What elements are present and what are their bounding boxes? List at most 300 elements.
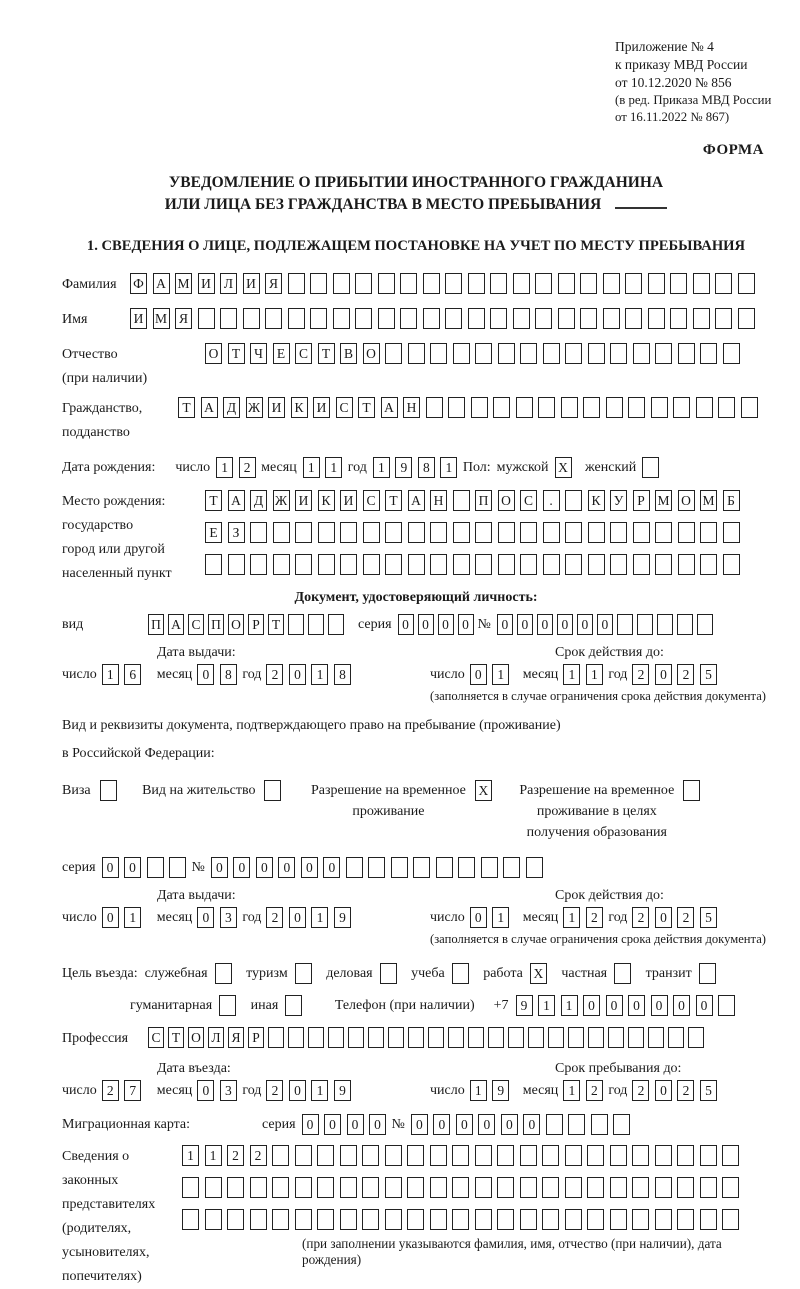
- char-cell[interactable]: 2: [677, 1080, 694, 1101]
- char-cell[interactable]: [272, 1177, 289, 1198]
- char-cell[interactable]: [363, 522, 380, 543]
- char-cell[interactable]: [385, 522, 402, 543]
- char-cell[interactable]: И: [313, 397, 330, 418]
- char-cell[interactable]: [588, 343, 605, 364]
- char-cell[interactable]: [215, 963, 232, 984]
- char-cell[interactable]: М: [700, 490, 717, 511]
- char-cell[interactable]: О: [678, 490, 695, 511]
- char-cell[interactable]: [308, 614, 324, 635]
- char-cell[interactable]: 0: [369, 1114, 386, 1135]
- char-cell[interactable]: 0: [233, 857, 250, 878]
- char-cell[interactable]: [655, 1177, 672, 1198]
- char-cell[interactable]: 9: [334, 1080, 351, 1101]
- char-cell[interactable]: [295, 1177, 312, 1198]
- char-cell[interactable]: 9: [492, 1080, 509, 1101]
- char-cell[interactable]: Р: [248, 1027, 264, 1048]
- char-cell[interactable]: И: [198, 273, 215, 294]
- char-cell[interactable]: [355, 308, 372, 329]
- char-cell[interactable]: 0: [583, 995, 600, 1016]
- char-cell[interactable]: 0: [557, 614, 573, 635]
- char-cell[interactable]: 0: [597, 614, 613, 635]
- char-cell[interactable]: [268, 1027, 284, 1048]
- char-cell[interactable]: [348, 1027, 364, 1048]
- char-cell[interactable]: М: [655, 490, 672, 511]
- char-cell[interactable]: [603, 308, 620, 329]
- char-cell[interactable]: 0: [256, 857, 273, 878]
- char-cell[interactable]: [400, 273, 417, 294]
- char-cell[interactable]: [538, 397, 555, 418]
- char-cell[interactable]: 0: [197, 664, 214, 685]
- char-cell[interactable]: [677, 1209, 694, 1230]
- char-cell[interactable]: И: [130, 308, 147, 329]
- char-cell[interactable]: Н: [403, 397, 420, 418]
- char-cell[interactable]: 1: [102, 664, 119, 685]
- char-cell[interactable]: Т: [358, 397, 375, 418]
- char-cell[interactable]: 0: [323, 857, 340, 878]
- char-cell[interactable]: [520, 343, 537, 364]
- char-cell[interactable]: [250, 1177, 267, 1198]
- char-cell[interactable]: 5: [700, 664, 717, 685]
- char-cell[interactable]: С: [148, 1027, 164, 1048]
- char-cell[interactable]: [610, 1209, 627, 1230]
- char-cell[interactable]: Л: [220, 273, 237, 294]
- char-cell[interactable]: [475, 343, 492, 364]
- char-cell[interactable]: [295, 963, 312, 984]
- char-cell[interactable]: [340, 522, 357, 543]
- char-cell[interactable]: [380, 963, 397, 984]
- char-cell[interactable]: [452, 963, 469, 984]
- char-cell[interactable]: 1: [182, 1145, 199, 1166]
- char-cell[interactable]: [198, 308, 215, 329]
- char-cell[interactable]: [648, 1027, 664, 1048]
- char-cell[interactable]: [625, 273, 642, 294]
- char-cell[interactable]: [295, 554, 312, 575]
- char-cell[interactable]: Е: [273, 343, 290, 364]
- char-cell[interactable]: [738, 273, 755, 294]
- char-cell[interactable]: [718, 397, 735, 418]
- char-cell[interactable]: [452, 1177, 469, 1198]
- char-cell[interactable]: [243, 308, 260, 329]
- char-cell[interactable]: [700, 1209, 717, 1230]
- char-cell[interactable]: 0: [470, 907, 487, 928]
- char-cell[interactable]: [568, 1114, 585, 1135]
- char-cell[interactable]: [250, 522, 267, 543]
- char-cell[interactable]: 1: [124, 907, 141, 928]
- char-cell[interactable]: Т: [228, 343, 245, 364]
- char-cell[interactable]: [490, 273, 507, 294]
- char-cell[interactable]: [632, 1177, 649, 1198]
- char-cell[interactable]: 9: [395, 457, 412, 478]
- char-cell[interactable]: [468, 1027, 484, 1048]
- char-cell[interactable]: [610, 522, 627, 543]
- char-cell[interactable]: [508, 1027, 524, 1048]
- char-cell[interactable]: [696, 397, 713, 418]
- char-cell[interactable]: [561, 397, 578, 418]
- char-cell[interactable]: [362, 1209, 379, 1230]
- char-cell[interactable]: [498, 522, 515, 543]
- char-cell[interactable]: С: [188, 614, 204, 635]
- char-cell[interactable]: [490, 308, 507, 329]
- char-cell[interactable]: 0: [478, 1114, 495, 1135]
- char-cell[interactable]: [378, 273, 395, 294]
- char-cell[interactable]: [613, 1114, 630, 1135]
- char-cell[interactable]: [722, 1177, 739, 1198]
- char-cell[interactable]: 0: [497, 614, 513, 635]
- char-cell[interactable]: 0: [655, 664, 672, 685]
- char-cell[interactable]: А: [201, 397, 218, 418]
- char-cell[interactable]: [452, 1209, 469, 1230]
- char-cell[interactable]: [565, 554, 582, 575]
- char-cell[interactable]: 0: [470, 664, 487, 685]
- char-cell[interactable]: [700, 343, 717, 364]
- char-cell[interactable]: [227, 1209, 244, 1230]
- char-cell[interactable]: [317, 1209, 334, 1230]
- char-cell[interactable]: [308, 1027, 324, 1048]
- char-cell[interactable]: Л: [208, 1027, 224, 1048]
- char-cell[interactable]: 1: [492, 664, 509, 685]
- char-cell[interactable]: [558, 308, 575, 329]
- char-cell[interactable]: [250, 554, 267, 575]
- char-cell[interactable]: [310, 273, 327, 294]
- char-cell[interactable]: [488, 1027, 504, 1048]
- char-cell[interactable]: [606, 397, 623, 418]
- char-cell[interactable]: [471, 397, 488, 418]
- char-cell[interactable]: 1: [561, 995, 578, 1016]
- char-cell[interactable]: 0: [501, 1114, 518, 1135]
- char-cell[interactable]: 8: [220, 664, 237, 685]
- char-cell[interactable]: [633, 522, 650, 543]
- char-cell[interactable]: 0: [289, 907, 306, 928]
- char-cell[interactable]: [723, 522, 740, 543]
- char-cell[interactable]: [288, 614, 304, 635]
- char-cell[interactable]: [288, 308, 305, 329]
- char-cell[interactable]: 2: [250, 1145, 267, 1166]
- char-cell[interactable]: Ж: [246, 397, 263, 418]
- char-cell[interactable]: Б: [723, 490, 740, 511]
- char-cell[interactable]: 2: [632, 664, 649, 685]
- char-cell[interactable]: X: [530, 963, 547, 984]
- char-cell[interactable]: [448, 397, 465, 418]
- char-cell[interactable]: 0: [655, 1080, 672, 1101]
- char-cell[interactable]: [588, 554, 605, 575]
- char-cell[interactable]: [603, 273, 620, 294]
- char-cell[interactable]: [333, 308, 350, 329]
- char-cell[interactable]: [715, 273, 732, 294]
- char-cell[interactable]: 0: [289, 664, 306, 685]
- char-cell[interactable]: 0: [696, 995, 713, 1016]
- char-cell[interactable]: [498, 343, 515, 364]
- char-cell[interactable]: [526, 857, 543, 878]
- char-cell[interactable]: [558, 273, 575, 294]
- char-cell[interactable]: А: [153, 273, 170, 294]
- char-cell[interactable]: [265, 308, 282, 329]
- char-cell[interactable]: [498, 554, 515, 575]
- char-cell[interactable]: 1: [563, 907, 580, 928]
- char-cell[interactable]: 0: [458, 614, 474, 635]
- char-cell[interactable]: [535, 273, 552, 294]
- char-cell[interactable]: 0: [324, 1114, 341, 1135]
- char-cell[interactable]: 0: [197, 1080, 214, 1101]
- char-cell[interactable]: [468, 308, 485, 329]
- char-cell[interactable]: [346, 857, 363, 878]
- char-cell[interactable]: [423, 273, 440, 294]
- char-cell[interactable]: [617, 614, 633, 635]
- char-cell[interactable]: [318, 522, 335, 543]
- char-cell[interactable]: К: [291, 397, 308, 418]
- char-cell[interactable]: [565, 1177, 582, 1198]
- char-cell[interactable]: О: [205, 343, 222, 364]
- char-cell[interactable]: [497, 1177, 514, 1198]
- char-cell[interactable]: 1: [373, 457, 390, 478]
- char-cell[interactable]: [677, 1177, 694, 1198]
- char-cell[interactable]: С: [363, 490, 380, 511]
- char-cell[interactable]: [317, 1177, 334, 1198]
- char-cell[interactable]: [340, 1177, 357, 1198]
- char-cell[interactable]: [520, 554, 537, 575]
- char-cell[interactable]: [513, 308, 530, 329]
- char-cell[interactable]: [520, 1177, 537, 1198]
- char-cell[interactable]: [408, 343, 425, 364]
- char-cell[interactable]: 5: [700, 1080, 717, 1101]
- char-cell[interactable]: [718, 995, 735, 1016]
- char-cell[interactable]: [408, 554, 425, 575]
- char-cell[interactable]: [445, 273, 462, 294]
- char-cell[interactable]: И: [243, 273, 260, 294]
- char-cell[interactable]: [430, 554, 447, 575]
- char-cell[interactable]: 1: [325, 457, 342, 478]
- char-cell[interactable]: Ч: [250, 343, 267, 364]
- char-cell[interactable]: 0: [456, 1114, 473, 1135]
- char-cell[interactable]: [205, 1177, 222, 1198]
- char-cell[interactable]: 2: [677, 907, 694, 928]
- char-cell[interactable]: 2: [677, 664, 694, 685]
- char-cell[interactable]: [340, 554, 357, 575]
- char-cell[interactable]: 0: [523, 1114, 540, 1135]
- char-cell[interactable]: [288, 273, 305, 294]
- char-cell[interactable]: Т: [205, 490, 222, 511]
- char-cell[interactable]: [655, 554, 672, 575]
- char-cell[interactable]: [637, 614, 653, 635]
- char-cell[interactable]: [568, 1027, 584, 1048]
- char-cell[interactable]: 2: [266, 907, 283, 928]
- char-cell[interactable]: [678, 554, 695, 575]
- char-cell[interactable]: А: [408, 490, 425, 511]
- char-cell[interactable]: О: [363, 343, 380, 364]
- char-cell[interactable]: [423, 308, 440, 329]
- char-cell[interactable]: [475, 1177, 492, 1198]
- char-cell[interactable]: [295, 522, 312, 543]
- char-cell[interactable]: [693, 308, 710, 329]
- char-cell[interactable]: И: [295, 490, 312, 511]
- char-cell[interactable]: О: [228, 614, 244, 635]
- char-cell[interactable]: [318, 554, 335, 575]
- char-cell[interactable]: [516, 397, 533, 418]
- char-cell[interactable]: [738, 308, 755, 329]
- char-cell[interactable]: Т: [168, 1027, 184, 1048]
- char-cell[interactable]: [648, 308, 665, 329]
- char-cell[interactable]: О: [188, 1027, 204, 1048]
- char-cell[interactable]: [458, 857, 475, 878]
- char-cell[interactable]: 0: [347, 1114, 364, 1135]
- char-cell[interactable]: [657, 614, 673, 635]
- char-cell[interactable]: Н: [430, 490, 447, 511]
- char-cell[interactable]: 0: [418, 614, 434, 635]
- char-cell[interactable]: [565, 1209, 582, 1230]
- char-cell[interactable]: 0: [651, 995, 668, 1016]
- char-cell[interactable]: [220, 308, 237, 329]
- char-cell[interactable]: 0: [673, 995, 690, 1016]
- char-cell[interactable]: П: [148, 614, 164, 635]
- char-cell[interactable]: [453, 490, 470, 511]
- char-cell[interactable]: [608, 1027, 624, 1048]
- char-cell[interactable]: [475, 554, 492, 575]
- char-cell[interactable]: 1: [216, 457, 233, 478]
- char-cell[interactable]: [219, 995, 236, 1016]
- char-cell[interactable]: Р: [633, 490, 650, 511]
- char-cell[interactable]: 0: [438, 614, 454, 635]
- char-cell[interactable]: [677, 614, 693, 635]
- char-cell[interactable]: [250, 1209, 267, 1230]
- char-cell[interactable]: [610, 1177, 627, 1198]
- char-cell[interactable]: [591, 1114, 608, 1135]
- char-cell[interactable]: 7: [124, 1080, 141, 1101]
- char-cell[interactable]: [565, 343, 582, 364]
- char-cell[interactable]: 2: [102, 1080, 119, 1101]
- char-cell[interactable]: Д: [250, 490, 267, 511]
- char-cell[interactable]: 9: [516, 995, 533, 1016]
- char-cell[interactable]: [328, 614, 344, 635]
- char-cell[interactable]: [700, 522, 717, 543]
- char-cell[interactable]: 0: [577, 614, 593, 635]
- char-cell[interactable]: 5: [700, 907, 717, 928]
- char-cell[interactable]: [205, 1209, 222, 1230]
- char-cell[interactable]: [683, 780, 700, 801]
- char-cell[interactable]: 0: [278, 857, 295, 878]
- char-cell[interactable]: [700, 554, 717, 575]
- char-cell[interactable]: [385, 1209, 402, 1230]
- char-cell[interactable]: [580, 273, 597, 294]
- char-cell[interactable]: [272, 1209, 289, 1230]
- char-cell[interactable]: [699, 963, 716, 984]
- char-cell[interactable]: [535, 308, 552, 329]
- char-cell[interactable]: [378, 308, 395, 329]
- char-cell[interactable]: 0: [433, 1114, 450, 1135]
- char-cell[interactable]: 1: [311, 907, 328, 928]
- char-cell[interactable]: [580, 308, 597, 329]
- char-cell[interactable]: 2: [227, 1145, 244, 1166]
- char-cell[interactable]: [385, 343, 402, 364]
- char-cell[interactable]: [430, 522, 447, 543]
- char-cell[interactable]: [503, 857, 520, 878]
- char-cell[interactable]: [368, 1027, 384, 1048]
- char-cell[interactable]: К: [588, 490, 605, 511]
- char-cell[interactable]: 0: [124, 857, 141, 878]
- char-cell[interactable]: [368, 857, 385, 878]
- char-cell[interactable]: [543, 554, 560, 575]
- char-cell[interactable]: [723, 554, 740, 575]
- char-cell[interactable]: 1: [563, 664, 580, 685]
- char-cell[interactable]: М: [175, 273, 192, 294]
- char-cell[interactable]: М: [153, 308, 170, 329]
- char-cell[interactable]: А: [381, 397, 398, 418]
- char-cell[interactable]: [693, 273, 710, 294]
- char-cell[interactable]: X: [555, 457, 572, 478]
- char-cell[interactable]: 3: [220, 1080, 237, 1101]
- char-cell[interactable]: [651, 397, 668, 418]
- char-cell[interactable]: [408, 1027, 424, 1048]
- char-cell[interactable]: [673, 397, 690, 418]
- char-cell[interactable]: [587, 1177, 604, 1198]
- char-cell[interactable]: [697, 614, 713, 635]
- char-cell[interactable]: 3: [220, 907, 237, 928]
- char-cell[interactable]: [205, 554, 222, 575]
- char-cell[interactable]: 0: [606, 995, 623, 1016]
- char-cell[interactable]: [668, 1027, 684, 1048]
- char-cell[interactable]: [633, 554, 650, 575]
- char-cell[interactable]: 1: [311, 664, 328, 685]
- char-cell[interactable]: 0: [398, 614, 414, 635]
- char-cell[interactable]: [655, 522, 672, 543]
- char-cell[interactable]: А: [168, 614, 184, 635]
- char-cell[interactable]: [385, 554, 402, 575]
- char-cell[interactable]: К: [318, 490, 335, 511]
- char-cell[interactable]: Т: [268, 614, 284, 635]
- char-cell[interactable]: 2: [632, 1080, 649, 1101]
- char-cell[interactable]: [448, 1027, 464, 1048]
- char-cell[interactable]: [678, 522, 695, 543]
- char-cell[interactable]: [430, 1209, 447, 1230]
- char-cell[interactable]: 0: [102, 857, 119, 878]
- char-cell[interactable]: Е: [205, 522, 222, 543]
- char-cell[interactable]: 0: [537, 614, 553, 635]
- char-cell[interactable]: П: [475, 490, 492, 511]
- char-cell[interactable]: [565, 522, 582, 543]
- char-cell[interactable]: [588, 522, 605, 543]
- char-cell[interactable]: В: [340, 343, 357, 364]
- char-cell[interactable]: 1: [470, 1080, 487, 1101]
- char-cell[interactable]: [648, 273, 665, 294]
- char-cell[interactable]: [583, 397, 600, 418]
- char-cell[interactable]: [588, 1027, 604, 1048]
- char-cell[interactable]: [288, 1027, 304, 1048]
- char-cell[interactable]: [445, 308, 462, 329]
- char-cell[interactable]: 1: [538, 995, 555, 1016]
- char-cell[interactable]: [633, 343, 650, 364]
- char-cell[interactable]: [147, 857, 164, 878]
- char-cell[interactable]: 6: [124, 664, 141, 685]
- char-cell[interactable]: [453, 343, 470, 364]
- char-cell[interactable]: [610, 554, 627, 575]
- char-cell[interactable]: [548, 1027, 564, 1048]
- char-cell[interactable]: Ф: [130, 273, 147, 294]
- char-cell[interactable]: [678, 343, 695, 364]
- char-cell[interactable]: X: [475, 780, 492, 801]
- char-cell[interactable]: Я: [228, 1027, 244, 1048]
- char-cell[interactable]: [513, 273, 530, 294]
- char-cell[interactable]: П: [208, 614, 224, 635]
- char-cell[interactable]: [407, 1177, 424, 1198]
- char-cell[interactable]: [723, 343, 740, 364]
- char-cell[interactable]: [228, 554, 245, 575]
- char-cell[interactable]: 2: [266, 1080, 283, 1101]
- char-cell[interactable]: [614, 963, 631, 984]
- char-cell[interactable]: 0: [655, 907, 672, 928]
- char-cell[interactable]: [453, 554, 470, 575]
- char-cell[interactable]: 1: [311, 1080, 328, 1101]
- char-cell[interactable]: [408, 522, 425, 543]
- char-cell[interactable]: [413, 857, 430, 878]
- char-cell[interactable]: [542, 1177, 559, 1198]
